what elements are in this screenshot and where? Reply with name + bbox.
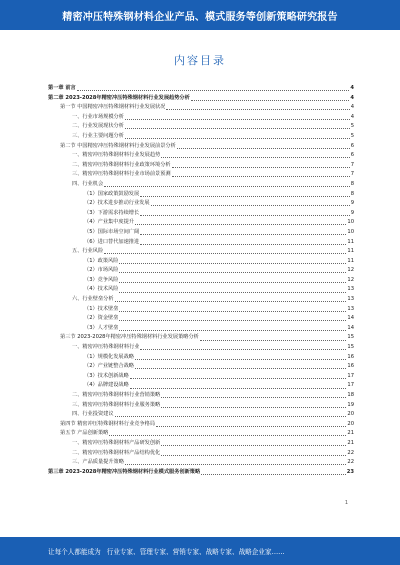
toc-entry[interactable]: [48, 113, 354, 123]
toc-entry-label: （4）技术风险: [84, 286, 119, 293]
toc-entry-page: 16: [347, 353, 354, 360]
toc-entry-label: （2）技术进步推动行业发展: [84, 200, 150, 207]
toc-entry-label: （1）国家政策鼓励发展: [84, 190, 140, 197]
toc-entry[interactable]: [48, 190, 354, 200]
toc-leader-dots: [156, 426, 346, 427]
toc-leader-dots: [119, 330, 346, 331]
toc-entry-label: 五、行业风险: [72, 248, 104, 255]
toc-leader-dots: [140, 234, 346, 235]
toc-entry-label: （4）品牌建设战略: [84, 382, 129, 389]
toc-leader-dots: [135, 224, 346, 225]
toc-heading: 内容目录: [174, 54, 226, 67]
toc-leader-dots: [200, 340, 347, 341]
toc-entry-page: 11: [347, 257, 354, 264]
toc-entry[interactable]: [48, 228, 354, 238]
toc-leader-dots: [119, 311, 346, 312]
toc-entry-page: 10: [347, 219, 354, 226]
toc-entry[interactable]: [48, 285, 354, 295]
toc-entry-label: （2）资金壁垒: [84, 315, 119, 322]
toc-entry[interactable]: [48, 295, 354, 305]
toc-entry-page: 8: [350, 190, 354, 197]
toc-entry-label: （4）产业集中度提升: [84, 219, 134, 226]
toc-entry[interactable]: [48, 381, 354, 391]
toc-leader-dots: [125, 138, 350, 139]
toc-leader-dots: [125, 128, 350, 129]
footer-roles: 行业专家、管理专家、营销专家、战略专家、战略企业家……: [106, 548, 285, 556]
toc-entry-label: 第五节 产品创新策略: [60, 430, 109, 437]
toc-entry-label: （2）市场风险: [84, 267, 119, 274]
toc-leader-dots: [166, 109, 349, 110]
toc-entry-label: 第四节 精密冲压特殊钢材料行业竞争格局: [60, 420, 156, 427]
toc-entry-page: 14: [347, 324, 354, 331]
toc-entry[interactable]: [48, 247, 354, 257]
toc-leader-dots: [119, 282, 346, 283]
toc-entry[interactable]: [48, 209, 354, 219]
toc-entry[interactable]: [48, 343, 354, 353]
toc-entry-page: 9: [350, 209, 354, 216]
toc-leader-dots: [161, 455, 346, 456]
toc-entry[interactable]: [48, 180, 354, 190]
toc-entry-label: 第二章 2023-2028年精密冲压特殊钢材料行业发展趋势分析: [48, 94, 190, 101]
toc-leader-dots: [140, 215, 350, 216]
toc-entry[interactable]: [48, 372, 354, 382]
toc-entry[interactable]: [48, 276, 354, 286]
toc-entry[interactable]: [48, 132, 354, 142]
toc-entry-label: （3）人才壁垒: [84, 324, 119, 331]
toc-leader-dots: [104, 186, 350, 187]
toc-entry-page: 20: [347, 420, 354, 427]
toc-entry-page: 7: [350, 171, 354, 178]
toc-entry-label: （1）规模化发展战略: [84, 353, 134, 360]
toc-entry-label: （1）政策风险: [84, 257, 119, 264]
toc-entry-label: 二、精密冲压特殊钢材料产品结构优化: [72, 449, 161, 456]
toc-entry[interactable]: [48, 238, 354, 248]
toc-entry-page: 13: [347, 296, 354, 303]
toc-entry-label: 三、行业主要问题分析: [72, 132, 124, 139]
toc-leader-dots: [135, 359, 346, 360]
toc-entry-label: （3）技术创新战略: [84, 372, 129, 379]
toc-entry[interactable]: [48, 468, 354, 478]
toc-entry-label: （6）进口替代加速推进: [84, 238, 140, 245]
toc-entry-page: 4: [350, 104, 354, 111]
report-title: 精密冲压特殊钢材料企业产品、模式服务等创新策略研究报告: [62, 11, 338, 23]
toc-entry-label: （1）技术壁垒: [84, 305, 119, 312]
toc-leader-dots: [161, 407, 346, 408]
toc-entry[interactable]: [48, 429, 354, 439]
page-number: 1: [344, 500, 348, 506]
toc-entry[interactable]: [48, 218, 354, 228]
toc-entry[interactable]: [48, 84, 354, 94]
toc-leader-dots: [119, 272, 346, 273]
toc-entry-label: 第三节 2023-2028年精密冲压特殊钢材料行业发展策略分析: [60, 334, 199, 341]
toc-entry-label: 第一节 中国精密冲压特殊钢材料行业发展状况: [60, 104, 166, 111]
toc-leader-dots: [130, 388, 347, 389]
toc-entry-label: 一、精密冲压特殊钢材料行业: [72, 344, 140, 351]
toc-entry-label: （3）竞争风险: [84, 276, 119, 283]
toc-entry[interactable]: [48, 161, 354, 171]
toc-entry-page: 5: [350, 132, 354, 139]
toc-entry[interactable]: [48, 362, 354, 372]
toc-leader-dots: [151, 205, 350, 206]
toc-leader-dots: [161, 157, 349, 158]
toc-entry-label: （5）国际市场空间广阔: [84, 228, 140, 235]
toc-entry[interactable]: [48, 324, 354, 334]
toc-entry[interactable]: [48, 401, 354, 411]
toc-entry[interactable]: [48, 170, 354, 180]
toc-leader-dots: [115, 301, 347, 302]
toc-entry[interactable]: [48, 305, 354, 315]
toc-entry-page: 9: [350, 200, 354, 207]
toc-leader-dots: [161, 397, 346, 398]
toc-entry-label: 第一章 前言: [48, 85, 76, 91]
toc-entry-page: 23: [346, 468, 354, 475]
toc-entry-page: 19: [347, 401, 354, 408]
toc-entry-label: 三、产品质量提升策略: [72, 459, 124, 466]
toc-entry-page: 11: [347, 238, 354, 245]
toc-entry-page: 8: [350, 180, 354, 187]
toc-leader-dots: [191, 100, 350, 101]
toc-entry[interactable]: [48, 439, 354, 449]
toc-entry[interactable]: [48, 151, 354, 161]
toc-leader-dots: [161, 445, 346, 446]
toc-entry-page: 11: [347, 248, 354, 255]
toc-entry[interactable]: [48, 94, 354, 104]
toc-entry-page: 22: [347, 459, 354, 466]
toc-entry-page: 6: [350, 152, 354, 159]
toc-entry-label: 三、精密冲压特殊钢材料行业市场前景预测: [72, 171, 171, 178]
toc-entry[interactable]: [48, 103, 354, 113]
footer-slogan: 让每个人都能成为: [48, 548, 101, 556]
toc-entry-page: 13: [347, 286, 354, 293]
toc-entry[interactable]: [48, 353, 354, 363]
toc-entry-page: 5: [350, 123, 354, 130]
toc-entry-label: 第三章 2023-2028年精密冲压特殊钢材料行业模式服务创新策略: [48, 468, 201, 475]
toc-entry-page: 16: [347, 363, 354, 370]
header-banner: [0, 0, 400, 30]
toc-entry-label: （2）产业链整合战略: [84, 363, 134, 370]
toc-entry-label: 六、行业壁垒分析: [72, 296, 114, 303]
toc-leader-dots: [104, 253, 346, 254]
table-of-contents: [48, 84, 354, 477]
toc-entry[interactable]: [48, 199, 354, 209]
toc-leader-dots: [130, 378, 347, 379]
toc-entry-page: 21: [347, 439, 354, 446]
toc-entry-page: 15: [347, 334, 354, 341]
toc-entry-page: 18: [347, 392, 354, 398]
toc-entry[interactable]: [48, 122, 354, 132]
toc-entry-page: 22: [347, 449, 354, 456]
toc-entry-label: 一、行业市场规模分析: [72, 113, 124, 120]
toc-entry-page: 14: [347, 315, 354, 322]
toc-entry-label: （3）下游需求持续增长: [84, 209, 140, 216]
toc-leader-dots: [172, 176, 350, 177]
toc-entry-label: 一、精密冲压特殊钢材料行业发展趋势: [72, 152, 161, 159]
toc-entry-page: 4: [350, 94, 354, 101]
toc-entry-page: 4: [350, 113, 354, 120]
toc-entry-label: 二、精密冲压特殊钢材料行业政策环境分析: [72, 161, 171, 168]
toc-entry-page: 17: [347, 372, 354, 379]
toc-entry-page: 4: [350, 85, 354, 91]
toc-entry-page: 13: [347, 305, 354, 312]
toc-leader-dots: [119, 292, 346, 293]
toc-leader-dots: [125, 119, 350, 120]
toc-entry[interactable]: [48, 458, 354, 468]
toc-leader-dots: [135, 368, 346, 369]
toc-entry-page: 10: [347, 228, 354, 235]
toc-entry-label: 二、精密冲压特殊钢材料行业营销策略: [72, 392, 161, 398]
toc-entry[interactable]: [48, 314, 354, 324]
toc-entry-label: 四、行业机会: [72, 180, 104, 187]
toc-entry[interactable]: [48, 410, 354, 420]
toc-leader-dots: [140, 349, 346, 350]
toc-entry-label: 三、精密冲压特殊钢材料行业服务策略: [72, 401, 161, 408]
toc-leader-dots: [77, 90, 350, 91]
toc-leader-dots: [140, 244, 346, 245]
toc-entry[interactable]: [48, 391, 354, 401]
toc-leader-dots: [125, 464, 347, 465]
toc-entry-page: 6: [350, 142, 354, 149]
toc-leader-dots: [201, 474, 346, 475]
toc-leader-dots: [177, 148, 350, 149]
toc-entry[interactable]: [48, 420, 354, 430]
toc-entry-page: 20: [347, 411, 354, 418]
toc-entry-page: 17: [347, 382, 354, 389]
toc-leader-dots: [172, 167, 350, 168]
toc-entry-page: 7: [350, 161, 354, 168]
toc-entry-label: 一、精密冲压特殊钢材料产品研发创新: [72, 439, 161, 446]
toc-leader-dots: [109, 435, 346, 436]
toc-leader-dots: [140, 196, 350, 197]
toc-entry[interactable]: [48, 142, 354, 152]
toc-entry[interactable]: [48, 266, 354, 276]
toc-entry-label: 四、行业投资建议: [72, 411, 114, 418]
toc-entry[interactable]: [48, 449, 354, 459]
toc-entry-label: 第二节 中国精密冲压特殊钢材料行业发展前景分析: [60, 142, 176, 149]
toc-entry-page: 21: [347, 430, 354, 437]
toc-entry-page: 12: [347, 267, 354, 274]
toc-entry-page: 15: [347, 344, 354, 351]
toc-leader-dots: [115, 416, 347, 417]
toc-leader-dots: [119, 263, 346, 264]
toc-leader-dots: [119, 320, 346, 321]
toc-entry-label: 二、行业发展现状分析: [72, 123, 124, 130]
toc-entry[interactable]: [48, 333, 354, 343]
toc-entry[interactable]: [48, 257, 354, 267]
toc-entry-page: 12: [347, 276, 354, 283]
footer-banner: [0, 537, 400, 565]
